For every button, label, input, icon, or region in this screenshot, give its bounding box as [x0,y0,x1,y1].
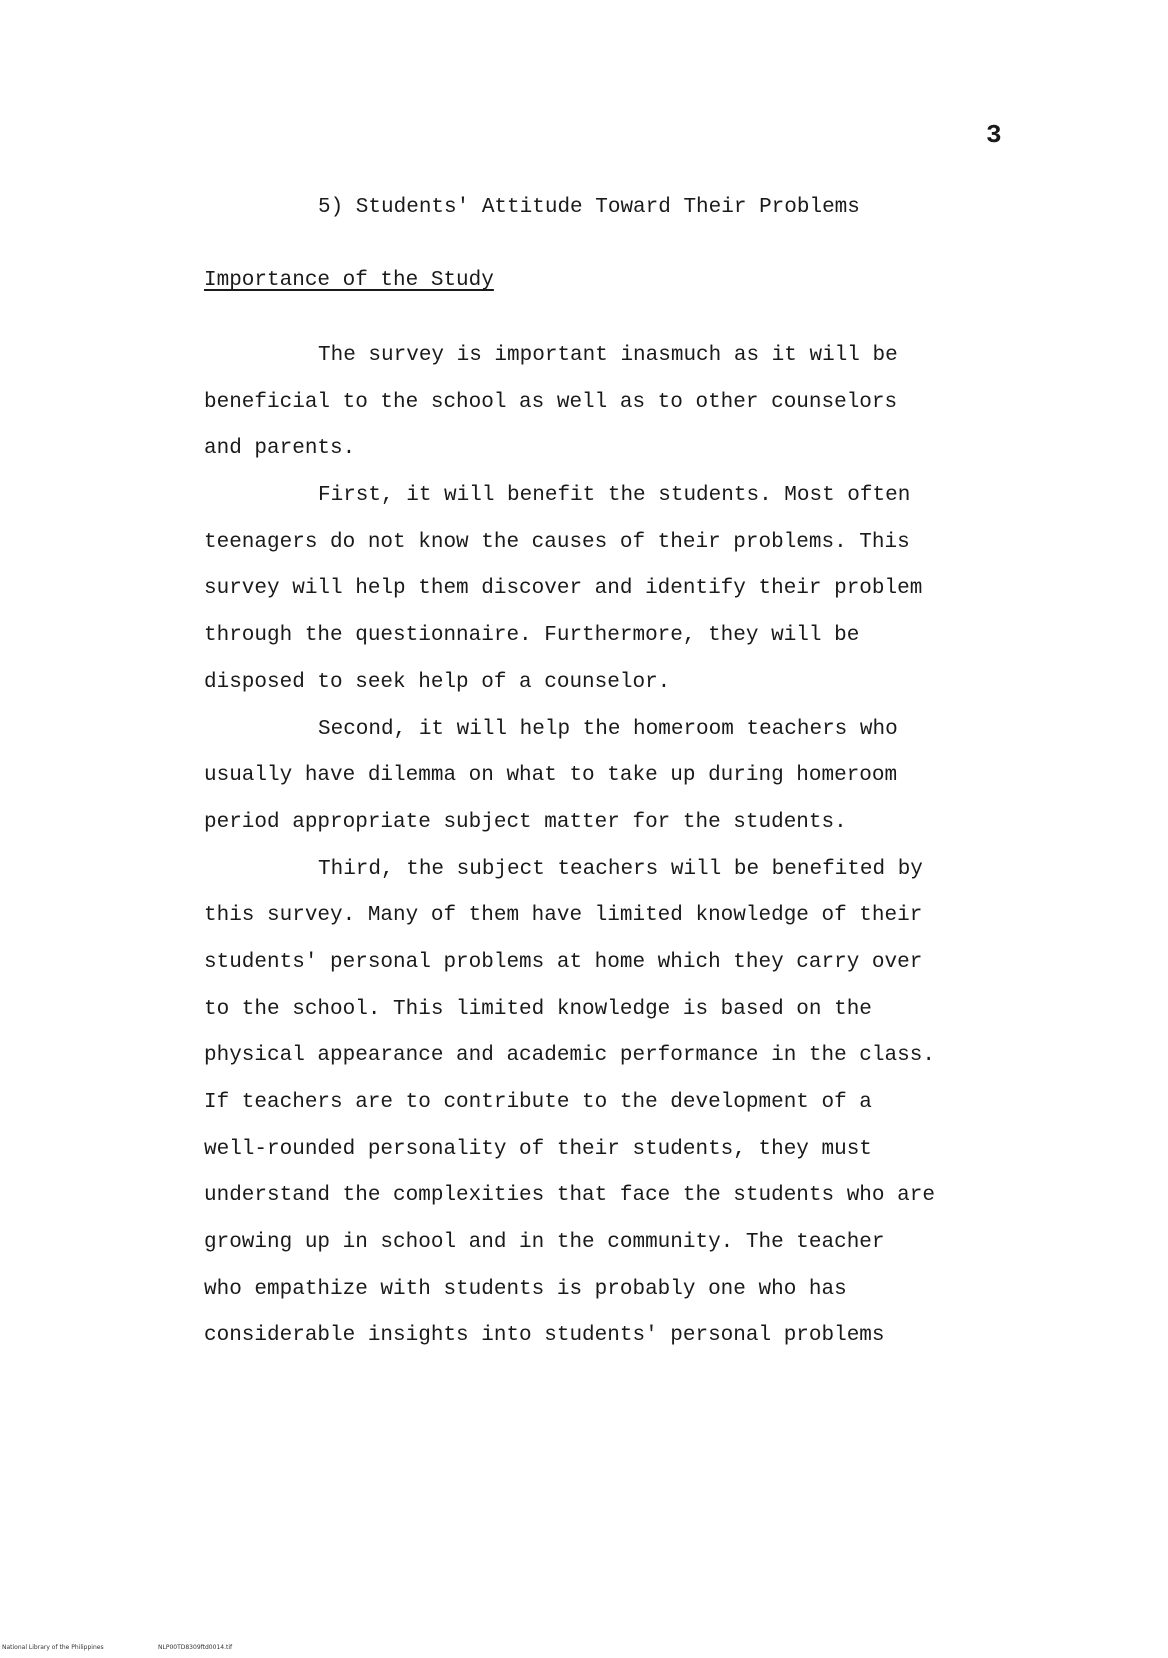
paragraph-line: students' personal problems at home which they carry over [204,950,923,974]
footer-library: National Library of the Philippines [2,1644,104,1651]
paragraph-line: and parents. [204,437,356,461]
paragraph-line: If teachers are to contribute to the development of a [204,1091,872,1114]
footer-file: NLP00TD8309ftd0014.tif [158,1644,233,1651]
paragraph-line: usually have dilemma on what to take up during homeroom [204,764,898,788]
paragraph-line: understand the complexities that face the students who are [204,1184,935,1208]
paragraph-line: well-rounded personality of their students, they must [204,1137,872,1161]
paragraph-line: Third, the subject teachers will be benefited by [318,857,923,881]
paragraph-line: beneficial to the school as well as to other counselors [204,390,898,414]
list-item-5: 5) Students' Attitude Toward Their Problems [318,196,860,219]
paragraph-line: this survey. Many of them have limited knowledge of their [204,904,923,928]
paragraph-line: who empathize with students is probably one who has [204,1277,847,1301]
paragraph-line: physical appearance and academic performance in the class. [204,1044,935,1068]
body-text [204,333,1024,1360]
paragraph-line: considerable insights into students' personal problems [204,1324,885,1348]
page-number: 3 [986,120,1002,150]
paragraph-line: First, it will benefit the students. Most often [318,484,911,508]
section-heading: Importance of the Study [204,269,494,292]
paragraph-line: teenagers do not know the causes of their problems. This [204,530,910,554]
paragraph-line: disposed to seek help of a counselor. [204,670,671,694]
paragraph-line: survey will help them discover and identify their problem [204,577,923,601]
paragraph-line: The survey is important inasmuch as it will be [318,344,898,367]
paragraph-line: Second, it will help the homeroom teachers who [318,717,898,741]
paragraph-line: growing up in school and in the community. The teacher [204,1231,885,1255]
paragraph-line: period appropriate subject matter for the students. [204,810,847,834]
paragraph-line: through the questionnaire. Furthermore, they will be [204,624,860,648]
paragraph-line: to the school. This limited knowledge is based on the [204,997,872,1021]
